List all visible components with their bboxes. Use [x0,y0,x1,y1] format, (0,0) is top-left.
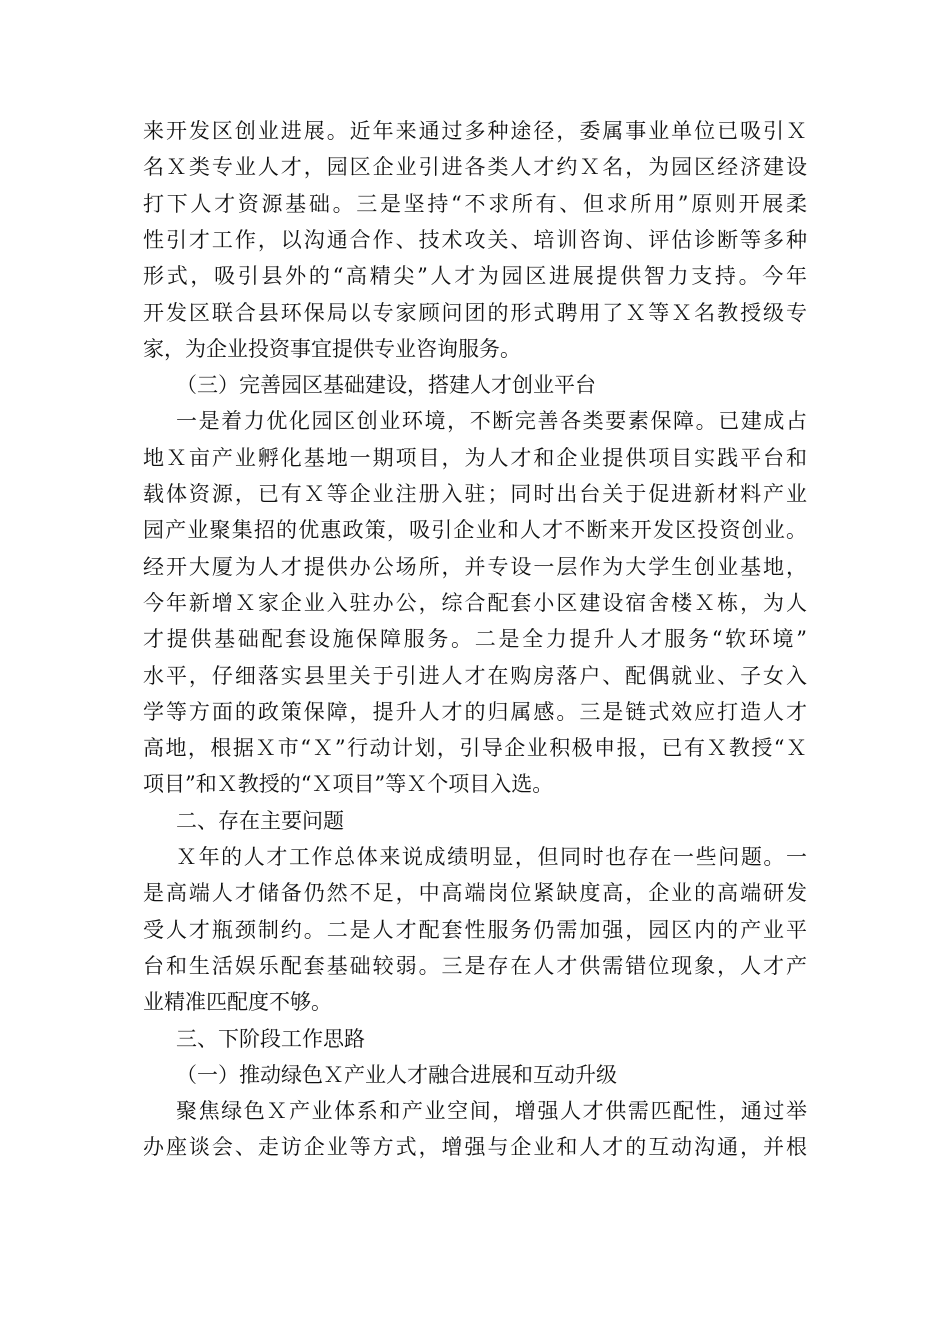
text-line: 是高端人才储备仍然不足，中高端岗位紧缺度高，企业的高端研发 [143,881,807,906]
text-line: 业精准匹配度不够。 [143,990,332,1015]
text-line: 聚焦绿色Ｘ产业体系和产业空间，增强人才供需匹配性，通过举 [176,1099,807,1124]
section-heading: （三）完善园区基础建设，搭建人才创业平台 [176,373,596,398]
text-line: 名Ｘ类专业人才，园区企业引进各类人才约Ｘ名，为园区经济建设 [143,155,807,180]
text-line: 载体资源，已有Ｘ等企业注册入驻；同时出台关于促进新材料产业 [143,482,807,506]
section-heading: 三、下阶段工作思路 [176,1026,365,1051]
section-heading: 二、存在主要问题 [176,808,344,833]
text-line: 打下人才资源基础。三是坚持“不求所有、但求所用”原则开展柔 [143,191,807,216]
text-line: 性引才工作，以沟通合作、技术攻关、培训咨询、评估诊断等多种 [143,227,807,252]
text-line: 受人才瓶颈制约。二是人才配套性服务仍需加强，园区内的产业平 [143,917,807,942]
text-line: 今年新增Ｘ家企业入驻办公，综合配套小区建设宿舍楼Ｘ栋，为人 [143,590,807,615]
text-line: 水平，仔细落实县里关于引进人才在购房落户、配偶就业、子女入 [143,663,807,688]
text-line: 办座谈会、走访企业等方式，增强与企业和人才的互动沟通，并根 [143,1135,807,1160]
text-line: 开发区联合县环保局以专家顾问团的形式聘用了Ｘ等Ｘ名教授级专 [143,300,807,325]
section-heading: （一）推动绿色Ｘ产业人才融合进展和互动升级 [176,1062,617,1087]
text-line: 园产业聚集招的优惠政策，吸引企业和人才不断来开发区投资创业。 [143,518,807,543]
text-line: 才提供基础配套设施保障服务。二是全力提升人才服务“软环境” [143,627,807,652]
text-line: 项目”和Ｘ教授的“Ｘ项目”等Ｘ个项目入选。 [143,772,554,797]
text-line: 高地，根据Ｘ市“Ｘ”行动计划，引导企业积极申报，已有Ｘ教授“Ｘ [143,736,807,761]
text-line: 经开大厦为人才提供办公场所，并专设一层作为大学生创业基地， [143,554,807,579]
text-line: 家，为企业投资事宜提供专业咨询服务。 [143,336,521,361]
text-line: Ｘ年的人才工作总体来说成绩明显，但同时也存在一些问题。一 [176,845,807,869]
text-line: 来开发区创业进展。近年来通过多种途径，委属事业单位已吸引Ｘ [143,119,807,143]
text-line: 学等方面的政策保障，提升人才的归属感。三是链式效应打造人才 [143,699,807,724]
text-line: 形式，吸引县外的“高精尖”人才为园区进展提供智力支持。今年 [143,264,807,289]
text-line: 地Ｘ亩产业孵化基地一期项目，为人才和企业提供项目实践平台和 [143,445,807,470]
text-line: 台和生活娱乐配套基础较弱。三是存在人才供需错位现象，人才产 [143,953,807,978]
text-line: 一是着力优化园区创业环境，不断完善各类要素保障。已建成占 [176,409,807,434]
